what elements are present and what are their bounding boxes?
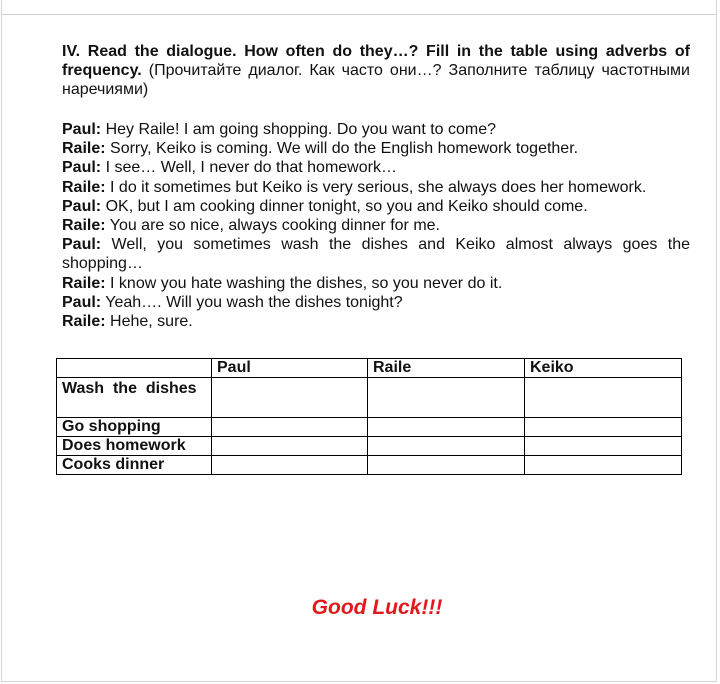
row-label-cooks-dinner: Cooks dinner	[57, 456, 212, 475]
speaker: Paul:	[62, 159, 102, 177]
speaker: Raile:	[62, 178, 106, 196]
dialogue	[62, 120, 690, 331]
table-row	[57, 437, 682, 456]
task-heading	[62, 42, 690, 99]
speaker: Paul:	[62, 121, 102, 138]
task-title: IV. Read the dialogue. How often do they…? Fill in the table using adverbs of frequency.	[62, 43, 690, 79]
answer-cell[interactable]	[368, 456, 525, 475]
answer-cell[interactable]	[525, 418, 682, 437]
speaker: Paul:	[62, 236, 102, 254]
speaker: Raile:	[62, 274, 106, 292]
utterance: Yeah…. Will you wash the dishes tonight?	[105, 293, 403, 311]
header-cell-raile: Raile	[368, 359, 525, 378]
speaker: Paul:	[62, 293, 102, 311]
header-cell-empty	[57, 359, 212, 378]
speaker: Raile:	[62, 313, 106, 331]
answer-cell[interactable]	[212, 437, 368, 456]
answer-cell[interactable]	[212, 378, 368, 418]
dialogue-line	[62, 120, 690, 139]
row-label-go-shopping: Go shopping	[57, 418, 212, 437]
table-row	[57, 378, 682, 418]
utterance: I see… Well, I never do that homework…	[105, 159, 397, 177]
utterance: OK, but I am cooking dinner tonight, so you and Keiko should come.	[105, 197, 588, 215]
speaker: Raile:	[62, 217, 106, 235]
answer-cell[interactable]	[525, 437, 682, 456]
utterance: Hehe, sure.	[110, 313, 193, 331]
answer-cell[interactable]	[368, 378, 525, 418]
dialogue-line	[62, 197, 690, 216]
dialogue-line	[62, 139, 690, 158]
table-header-row	[57, 359, 682, 378]
utterance: Well, you sometimes wash the dishes and Keiko almost always goes the shopping…	[62, 236, 691, 273]
dialogue-line	[62, 235, 690, 273]
task-title-russian: (Прочитайте диалог. Как часто они…? Заполните таблицу частотными наречиями)	[62, 62, 690, 98]
answer-cell[interactable]	[525, 378, 682, 418]
utterance: I do it sometimes but Keiko is very serious, she always does her homework.	[110, 178, 647, 196]
table-row	[57, 418, 682, 437]
utterance: Hey Raile! I am going shopping. Do you want to come?	[105, 121, 497, 138]
dialogue-line	[62, 158, 690, 177]
dialogue-line	[62, 178, 690, 197]
header-cell-keiko: Keiko	[525, 359, 682, 378]
dialogue-line	[62, 312, 690, 331]
utterance: You are so nice, always cooking dinner for me.	[109, 217, 440, 235]
top-divider	[1, 14, 717, 15]
frequency-table	[56, 358, 682, 475]
dialogue-line	[62, 274, 690, 293]
answer-cell[interactable]	[368, 437, 525, 456]
row-label-wash-dishes: Wash the dishes	[57, 378, 212, 418]
good-luck-text: Good Luck!!!	[311, 596, 443, 619]
table-row	[57, 456, 682, 475]
header-cell-paul: Paul	[212, 359, 368, 378]
speaker: Paul:	[62, 197, 102, 215]
answer-cell[interactable]	[525, 456, 682, 475]
worksheet-page	[1, 0, 717, 682]
answer-cell[interactable]	[368, 418, 525, 437]
row-label-does-homework: Does homework	[57, 437, 212, 456]
dialogue-line	[62, 293, 690, 312]
answer-cell[interactable]	[212, 418, 368, 437]
utterance: Sorry, Keiko is coming. We will do the English homework together.	[110, 140, 579, 158]
answer-cell[interactable]	[212, 456, 368, 475]
dialogue-line	[62, 216, 690, 235]
speaker: Raile:	[62, 140, 106, 158]
utterance: I know you hate washing the dishes, so you never do it.	[110, 274, 503, 292]
